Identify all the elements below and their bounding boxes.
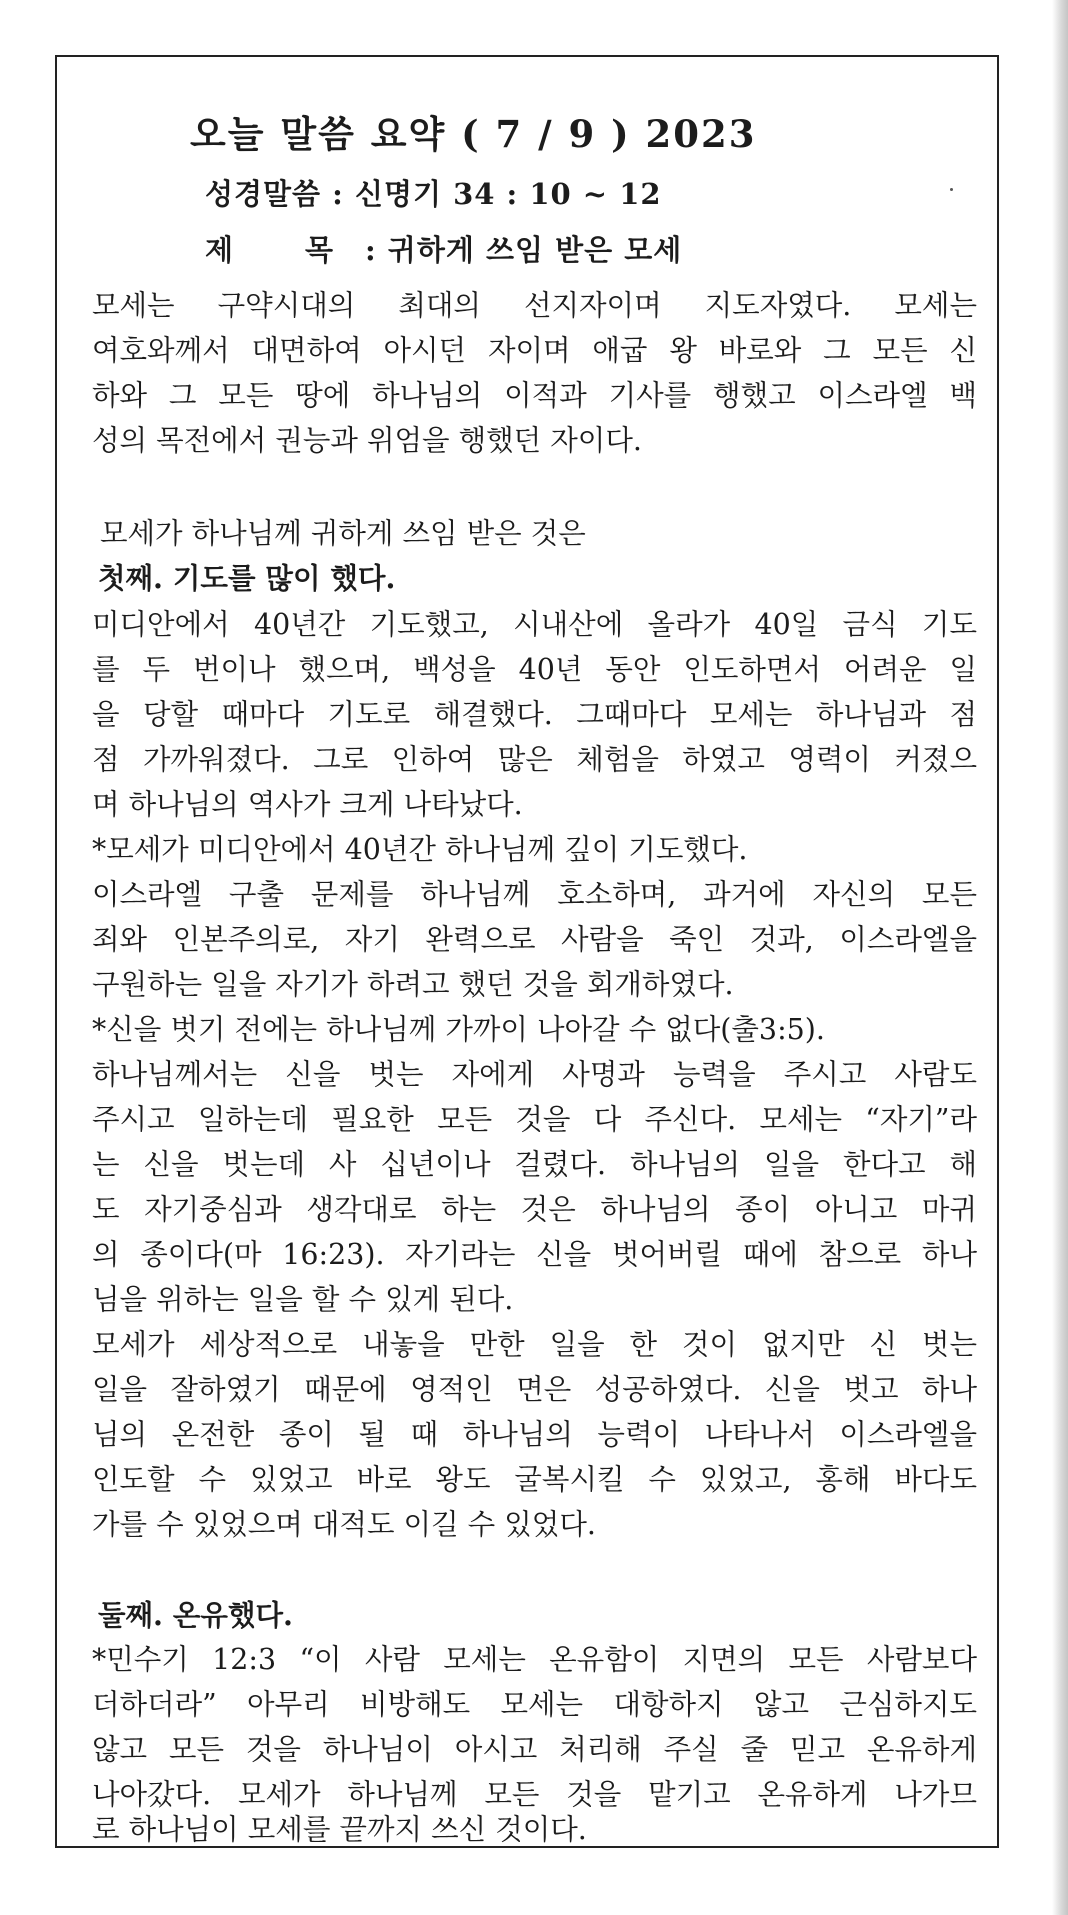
sermon-title-value: : 귀하게 쓰임 받은 모세 [365, 233, 683, 267]
sermon-title-label [205, 228, 365, 269]
section1-line: 의 종이다(마 16:23). 자기라는 신을 벗어버릴 때에 참으로 하나 [92, 1238, 977, 1271]
sermon-title [205, 228, 682, 269]
sermon-title-label-1: 제 [205, 233, 234, 267]
intro-line: 여호와께서 대면하여 아시던 자이며 애굽 왕 바로와 그 모든 신 [92, 334, 977, 367]
section1-line: 가를 수 있었으며 대적도 이길 수 있었다. [92, 1508, 596, 1541]
section1-line: 님을 위하는 일을 할 수 있게 된다. [92, 1283, 514, 1316]
section1-line: 일을 잘하였기 때문에 영적인 면은 성공하였다. 신을 벗고 하나 [92, 1373, 977, 1406]
section1-line: 를 두 번이나 했으며, 백성을 40년 동안 인도하면서 어려운 일 [92, 653, 977, 686]
scan-speck [950, 188, 953, 191]
intro-line: 성의 목전에서 권능과 위엄을 행했던 자이다. [92, 424, 642, 457]
section1-line: 이스라엘 구출 문제를 하나님께 호소하며, 과거에 자신의 모든 [92, 878, 977, 911]
section2-line: 나아갔다. 모세가 하나님께 모든 것을 맡기고 온유하게 나가므 [92, 1778, 977, 1811]
intro-line: 모세는 구약시대의 최대의 선지자이며 지도자였다. 모세는 [92, 289, 977, 322]
section1-line: 을 당할 때마다 기도로 해결했다. 그때마다 모세는 하나님과 점 [92, 698, 977, 731]
section1-line: 모세가 세상적으로 내놓을 만한 일을 한 것이 없지만 신 벗는 [92, 1328, 977, 1361]
section2-line: *민수기 12:3 “이 사람 모세는 온유함이 지면의 모든 사람보다 [92, 1643, 977, 1676]
section1-line: 주시고 일하는데 필요한 모든 것을 다 주신다. 모세는 “자기”라 [92, 1103, 977, 1136]
scripture-reference: 성경말씀 : 신명기 34 : 10 ~ 12 [205, 177, 662, 211]
section1-line: 도 자기중심과 생각대로 하는 것은 하나님의 종이 아니고 마귀 [92, 1193, 977, 1226]
lead-in-text: 모세가 하나님께 귀하게 쓰임 받은 것은 [100, 517, 586, 550]
section2-line: 더하더라” 아무리 비방해도 모세는 대항하지 않고 근심하지도 [92, 1688, 977, 1721]
section-heading-second: 둘째. 온유했다. [98, 1598, 293, 1632]
section1-line: 하나님께서는 신을 벗는 자에게 사명과 능력을 주시고 사람도 [92, 1058, 977, 1091]
section1-line: 죄와 인본주의로, 자기 완력으로 사람을 죽인 것과, 이스라엘을 [92, 923, 977, 956]
section1-line: 는 신을 벗는데 사 십년이나 걸렸다. 하나님의 일을 한다고 해 [92, 1148, 977, 1181]
section1-line: 인도할 수 있었고 바로 왕도 굴복시킬 수 있었고, 홍해 바다도 [92, 1463, 977, 1496]
section1-line: 점 가까워졌다. 그로 인하여 많은 체험을 하였고 영력이 커졌으 [92, 743, 977, 776]
section1-line: 구원하는 일을 자기가 하려고 했던 것을 회개하였다. [92, 968, 734, 1001]
intro-line: 하와 그 모든 땅에 하나님의 이적과 기사를 행했고 이스라엘 백 [92, 379, 977, 412]
document-title: 오늘 말씀 요약 ( 7 / 9 ) 2023 [190, 112, 757, 156]
section2-line: 로 하나님이 모세를 끝까지 쓰신 것이다. [92, 1813, 587, 1846]
section1-line: 님의 온전한 종이 될 때 하나님의 능력이 나타나서 이스라엘을 [92, 1418, 977, 1451]
section1-line: *신을 벗기 전에는 하나님께 가까이 나아갈 수 없다(출3:5). [92, 1013, 825, 1046]
sermon-title-label-2: 목 [305, 233, 334, 267]
section1-line: 미디안에서 40년간 기도했고, 시내산에 올라가 40일 금식 기도 [92, 608, 977, 641]
section-heading-first: 첫째. 기도를 많이 했다. [98, 561, 396, 595]
section1-line: 며 하나님의 역사가 크게 나타났다. [92, 788, 523, 821]
section1-line: *모세가 미디안에서 40년간 하나님께 깊이 기도했다. [92, 833, 748, 866]
page-edge-shadow [1052, 0, 1068, 1915]
section2-line: 않고 모든 것을 하나님이 아시고 처리해 주실 줄 믿고 온유하게 [92, 1733, 977, 1766]
